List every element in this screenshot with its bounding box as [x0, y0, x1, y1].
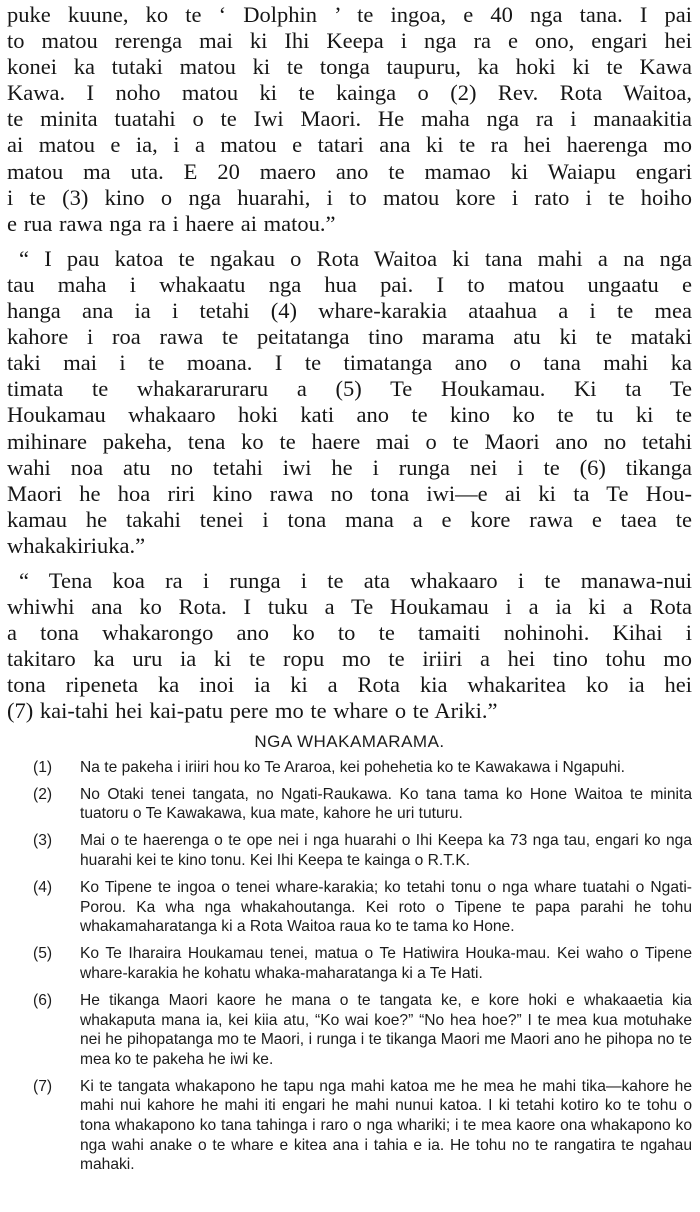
note-text: Mai o te haerenga o te ope nei i nga huarahi o Ihi Keepa ka 73 nga tau, engari ko nga huarahi kei te kino tonu. Kei Ihi Keepa te kainga o R.T.K.	[80, 832, 692, 869]
text-line: mihinare pakeha, tena ko te haere mai o te Maori ano no tetahi	[7, 428, 692, 454]
note-text: Na te pakeha i iriiri hou ko Te Araroa, kei pohehetia ko te Kawakawa i Ngapuhi.	[80, 758, 625, 776]
note-item-7	[7, 1077, 692, 1175]
note-text: He tikanga Maori kaore he mana o te tangata ke, e kore hoki e whakaaetia kia whakaputa mana ia, kei kiia atu, “Ko wai koe?” “No hea hoe?” I te mea kua motuhake nei he pihopatanga mo te Maori, i runga i te tikanga Maori me Maori ano he pihopa no te mea ko te pakeha he iwi ke.	[80, 991, 692, 1068]
text-line: (7) kai-tahi hei kai-patu pere mo te whare o te Ariki.”	[7, 698, 498, 724]
note-number: (1)	[33, 758, 53, 776]
text-line: takitaro ka uru ia ki te ropu mo te iriiri a hei tino tohu mo	[7, 646, 692, 672]
note-text: Ki te tangata whakapono he tapu nga mahi katoa me he mea he mahi tika—kahore he mahi nui kahore he mahi iti engari he mahi nunui katoa. I ki tetahi kotiro ko te tohu o tona whakapono ko tana tahinga i raro o nga whariki; i te mea kaore ona whakapono ko nga wahi anake o te whare e kitea ana i tahia e ia. He tohu no te rangatira te ngahau mahaki.	[80, 1077, 692, 1174]
text-line: taki mai i te moana. I te timatanga ano o tana mahi ka	[7, 350, 692, 376]
text-line: i te (3) kino o nga huarahi, i to matou kore i rato i te hoiho	[7, 184, 692, 210]
body-paragraph-2	[7, 246, 692, 559]
text-line: tau maha i whakaatu nga hua pai. I to matou ungaatu e	[7, 271, 692, 297]
notes-heading: NGA WHAKAMARAMA.	[254, 731, 445, 751]
text-line: e rua rawa nga ra i haere ai matou.”	[7, 210, 336, 236]
text-line: hanga ana ia i tetahi (4) whare-karakia ataahua a i te mea	[7, 298, 692, 324]
note-number: (7)	[33, 1077, 53, 1095]
text-line: Houkamau whakaaro hoki kati ano te kino ko te tu ki te	[7, 402, 692, 428]
text-line: puke kuune, ko te ‘ Dolphin ’ te ingoa, e 40 nga tana. I pai	[7, 2, 692, 27]
note-number: (4)	[33, 879, 53, 896]
notes-list	[7, 758, 692, 1175]
text-line: whakakiriuka.”	[7, 532, 146, 558]
note-number: (6)	[33, 991, 53, 1009]
paragraph-gap	[7, 237, 692, 246]
text-line: tona ripeneta ka inoi ia ki a Rota kia whakaritea ko ia hei	[7, 672, 692, 698]
note-number: (5)	[33, 945, 53, 963]
text-line: wahi noa atu no tetahi iwi he i runga nei i te (6) tikanga	[7, 454, 692, 480]
body-paragraph-1	[7, 2, 692, 237]
note-number: (2)	[33, 785, 53, 803]
text-line: te minita tuatahi o te Iwi Maori. He maha nga ra i manaakitia	[7, 106, 692, 132]
note-text: No Otaki tenei tangata, no Ngati-Raukawa. Ko tana tama ko Hone Waitoa te minita tuatoru o Te Kawakawa, kua mate, kahore he uri tuturu.	[80, 785, 692, 823]
text-line: whiwhi ana ko Rota. I tuku a Te Houkamau i a ia ki a Rota	[7, 594, 692, 620]
text-line: kamau he takahi tenei i tona mana a e kore rawa e taea te	[7, 506, 692, 532]
note-text: Ko Tipene te ingoa o tenei whare-karakia; ko tetahi tonu o nga whare tuatahi o Ngati-Porou. Ka wha nga whakahoutanga. Kei roto o Tipene te papa parahi he tohu whakamaharatanga ki a Rota Waitoa raua ko te tama ko Hone.	[80, 879, 692, 936]
text-line: ai matou e ia, i a matou e tatari ana ki te ra hei haerenga mo	[7, 132, 692, 158]
text-line: a tona whakarongo ano ko to te tamaiti nohinohi. Kihai i	[7, 620, 692, 646]
text-line: Kawa. I noho matou ki te kainga o (2) Rev. Rota Waitoa,	[7, 80, 692, 106]
text-line: kahore i roa rawa te peitatanga tino marama atu ki te mataki	[7, 324, 692, 350]
text-line: “ I pau katoa te ngakau o Rota Waitoa ki tana mahi a na nga	[19, 245, 692, 271]
note-item-3	[7, 831, 692, 870]
body-paragraph-3	[7, 568, 692, 725]
text-line: “ Tena koa ra i runga i te ata whakaaro i te manawa-nui	[19, 567, 692, 593]
note-item-6	[7, 991, 692, 1069]
note-number: (3)	[33, 832, 53, 850]
note-text: Ko Te Iharaira Houkamau tenei, matua o Te Hatiwira Houka-mau. Kei waho o Tipene whare-karakia he kohatu whaka-maharatanga ki a Te Hati.	[80, 945, 692, 982]
note-item-1	[7, 758, 692, 778]
note-item-2	[7, 785, 692, 824]
note-item-4	[7, 878, 692, 937]
text-line: to matou rerenga mai ki Ihi Keepa i nga ra e ono, engari hei	[7, 28, 692, 54]
text-line: timata te whakararuraru a (5) Te Houkamau. Ki ta Te	[7, 376, 692, 402]
text-line: konei ka tutaki matou ki te tonga taupuru, ka hoki ki te Kawa	[7, 54, 692, 80]
text-line: Maori he hoa riri kino rawa no tona iwi—e ai ki ta Te Hou-	[7, 480, 692, 506]
note-item-5	[7, 944, 692, 983]
text-line: matou ma uta. E 20 maero ano te mamao ki Waiapu engari	[7, 158, 692, 184]
paragraph-gap	[7, 559, 692, 568]
